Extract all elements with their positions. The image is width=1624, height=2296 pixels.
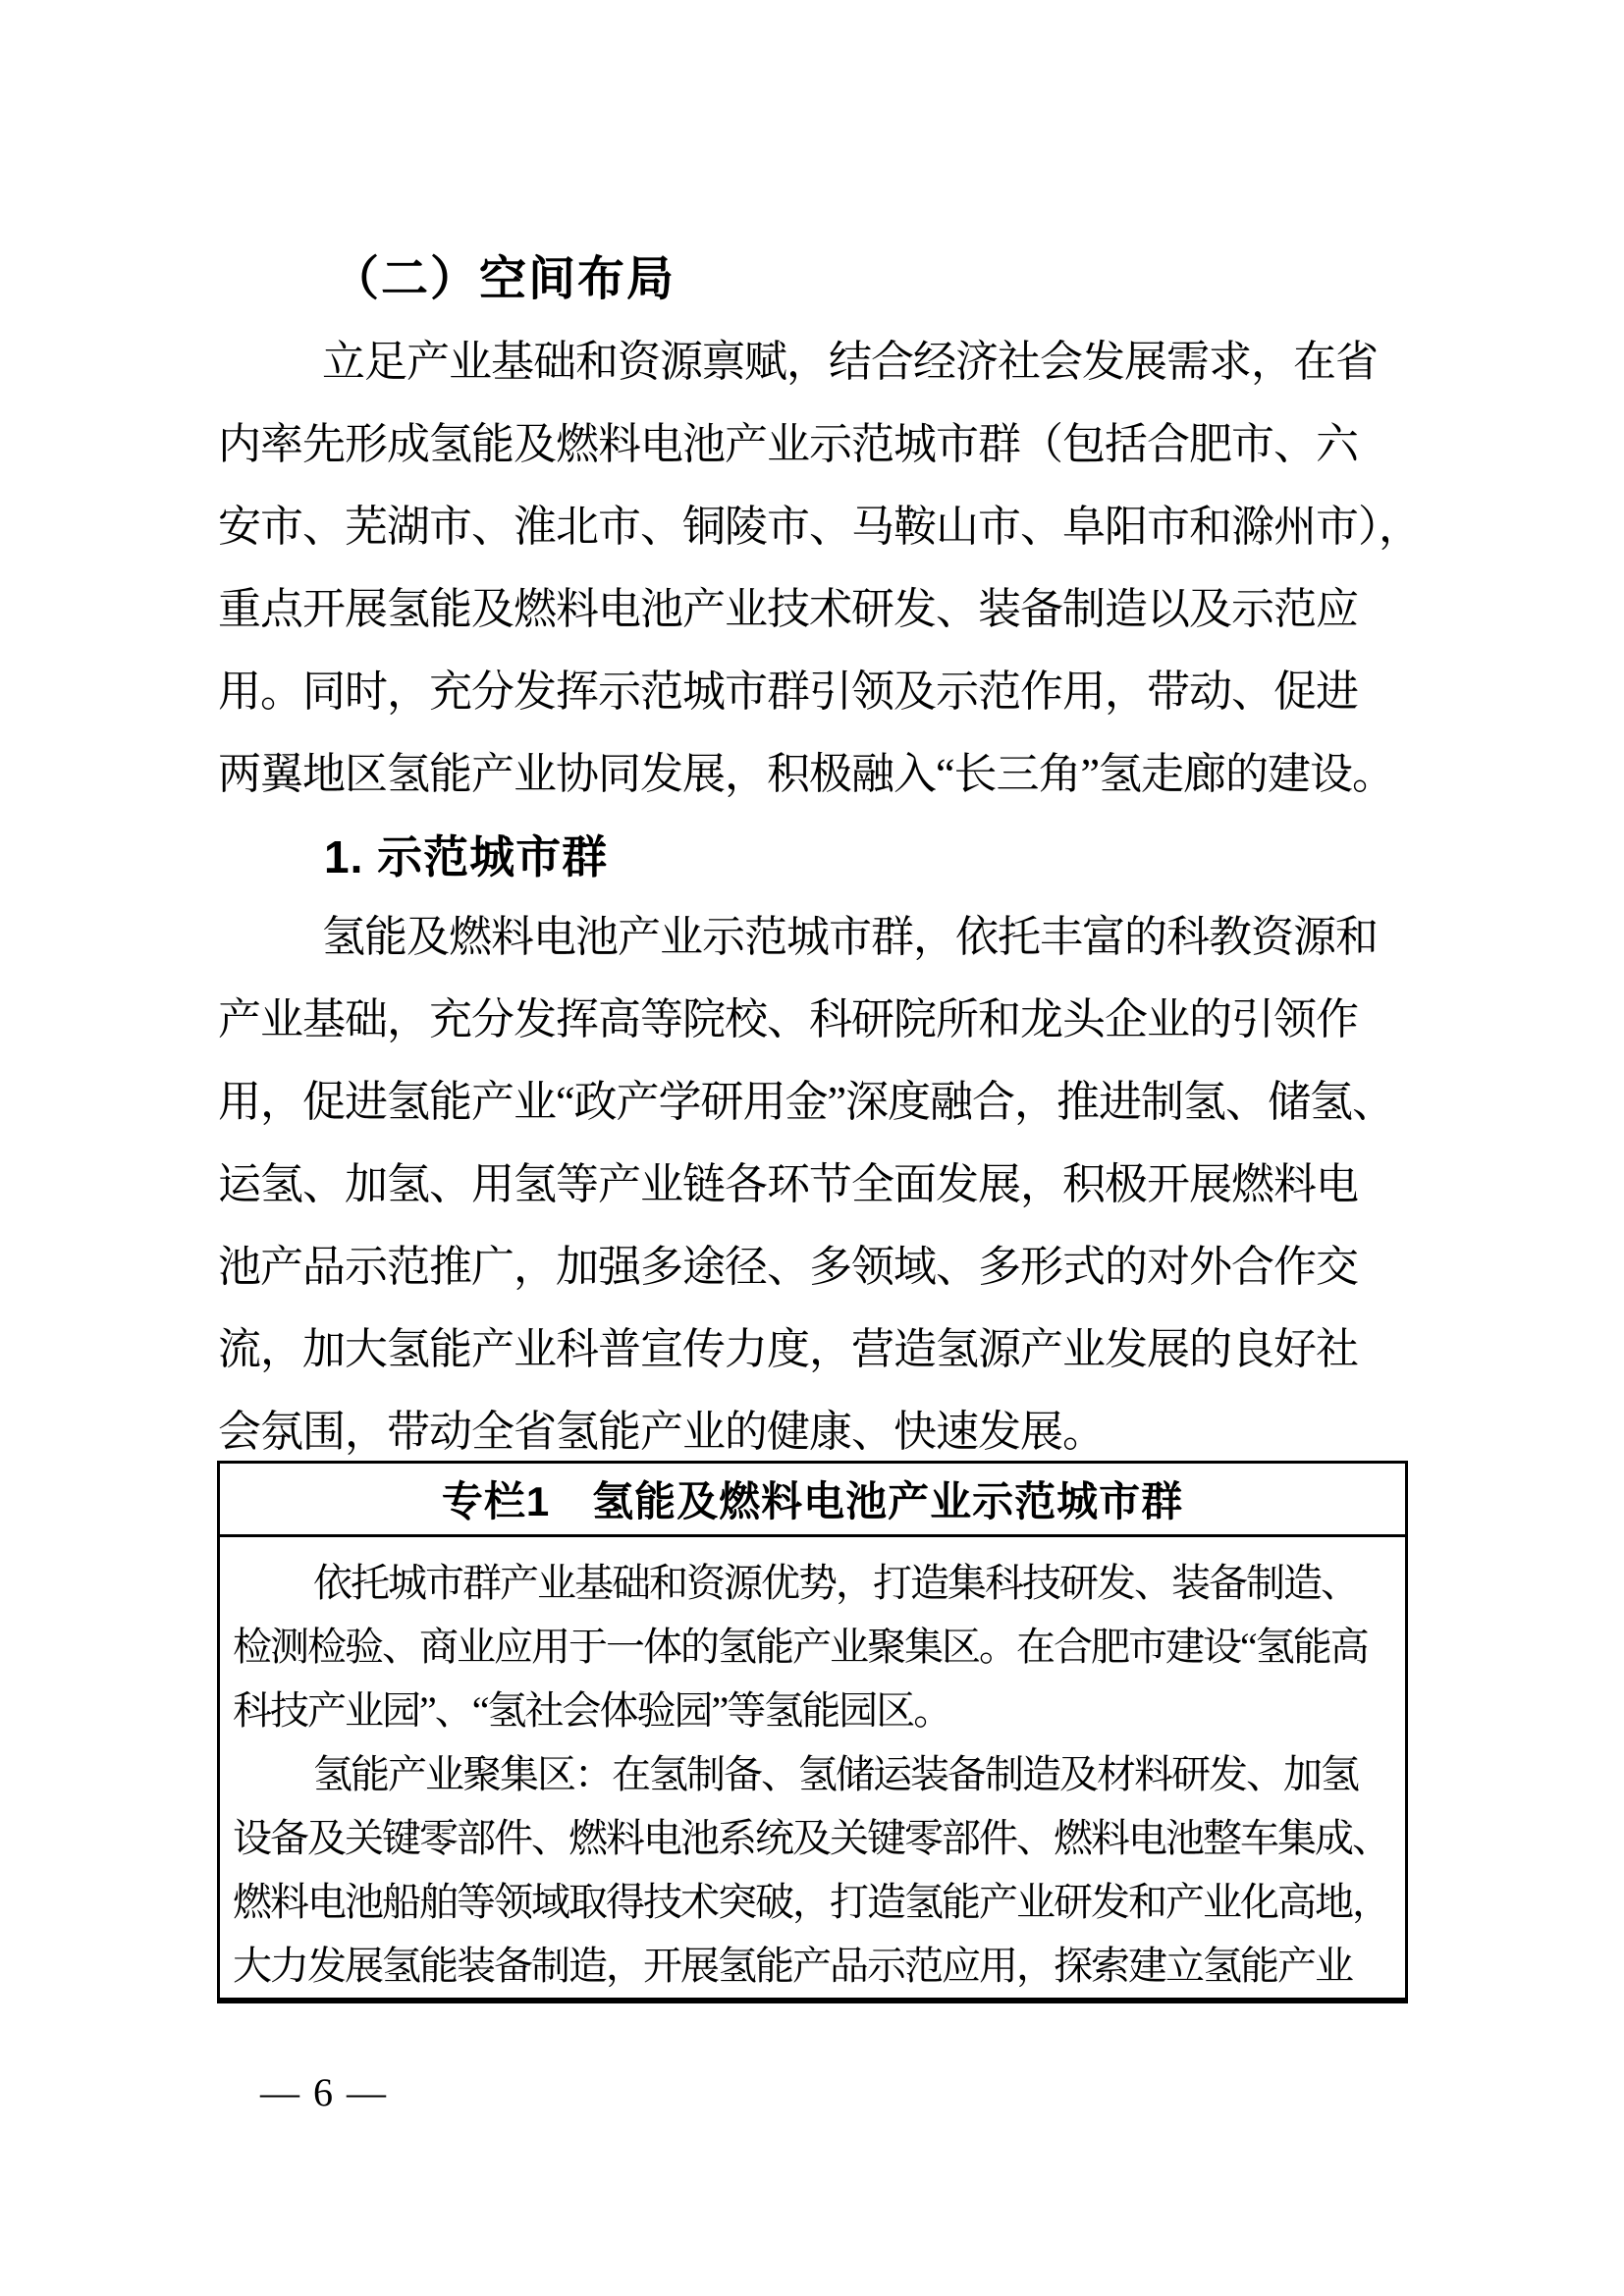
special-column-box-1 (217, 1461, 1408, 2003)
paragraph-city-cluster (218, 896, 1394, 1473)
sub-heading-demonstration-city-cluster: 1. 示范城市群 (324, 831, 609, 882)
paragraph-line: 氢能及燃料电池产业示范城市群，依托丰富的科教资源和 (322, 913, 1378, 961)
box-line: 燃料电池船舶等领域取得技术突破，打造氢能产业研发和产业化高地， (233, 1880, 1389, 1924)
paragraph-spatial-layout (218, 321, 1421, 816)
paragraph-line: 产业基础，充分发挥高等院校、科研院所和龙头企业的引领作 (218, 995, 1358, 1043)
box-line: 检测检验、商业应用于一体的氢能产业聚集区。在合肥市建设“氢能高 (233, 1625, 1368, 1669)
paragraph-line: 内率先形成氢能及燃料电池产业示范城市群（包括合肥市、六 (218, 420, 1358, 468)
page-number: — 6 — (260, 2070, 388, 2114)
box-line: 大力发展氢能装备制造，开展氢能产品示范应用，探索建立氢能产业 (233, 1944, 1352, 1988)
paragraph-line: 池产品示范推广，加强多途径、多领域、多形式的对外合作交 (218, 1243, 1358, 1291)
paragraph-line: 重点开展氢能及燃料电池产业技术研发、装备制造以及示范应 (218, 585, 1358, 633)
paragraph-line: 会氛围，带动全省氢能产业的健康、快速发展。 (218, 1408, 1105, 1456)
box-line: 氢能产业聚集区：在氢制备、氢储运装备制造及材料研发、加氢 (313, 1752, 1358, 1796)
column-box-body (220, 1537, 1405, 1998)
box-line: 设备及关键零部件、燃料电池系统及关键零部件、燃料电池整车集成、 (233, 1816, 1389, 1860)
box-line: 科技产业园”、“氢社会体验园”等氢能园区。 (233, 1688, 951, 1733)
column-box-title: 专栏1 氢能及燃料电池产业示范城市群 (220, 1464, 1405, 1537)
paragraph-line: 用。同时，充分发挥示范城市群引领及示范作用，带动、促进 (218, 667, 1358, 716)
paragraph-line: 两翼地区氢能产业协同发展，积极融入“长三角”氢走廊的建设。 (218, 750, 1395, 798)
paragraph-line: 用，促进氢能产业“政产学研用金”深度融合，推进制氢、储氢、 (218, 1078, 1395, 1126)
box-line: 依托城市群产业基础和资源优势，打造集科技研发、装备制造、 (313, 1561, 1358, 1605)
paragraph-line: 立足产业基础和资源禀赋，结合经济社会发展需求，在省 (322, 338, 1378, 386)
section-heading: （二）空间布局 (332, 253, 677, 305)
paragraph-line: 安市、芜湖市、淮北市、铜陵市、马鞍山市、阜阳市和滁州市）， (218, 503, 1421, 551)
paragraph-line: 流，加大氢能产业科普宣传力度，营造氢源产业发展的良好社 (218, 1325, 1358, 1373)
paragraph-line: 运氢、加氢、用氢等产业链各环节全面发展，积极开展燃料电 (218, 1160, 1358, 1208)
